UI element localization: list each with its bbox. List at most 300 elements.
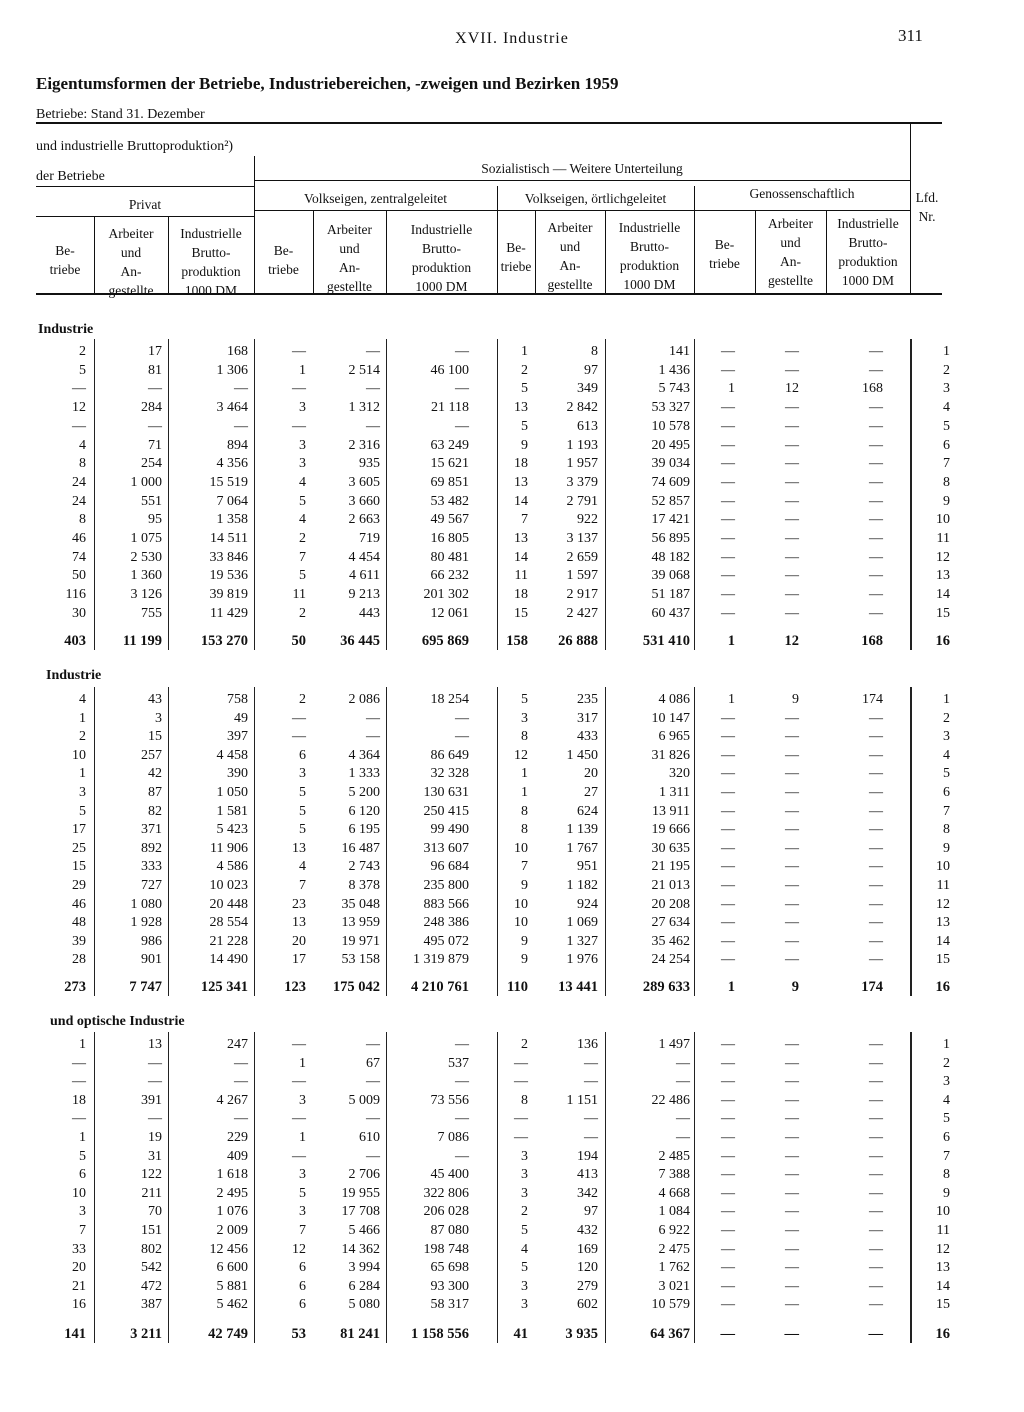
- cell-privat-betriebe: 141: [64, 1326, 86, 1342]
- cell-genossen-arbeiter: —: [785, 475, 799, 490]
- cell-oertlich-brutto: 7 388: [658, 1167, 690, 1182]
- cell-oertlich-arbeiter: 613: [577, 419, 598, 434]
- cell-zentral-brutto: 65 698: [430, 1260, 469, 1275]
- table-row: [0, 437, 1024, 455]
- cell-oertlich-betriebe: 15: [514, 606, 528, 621]
- cell-genossen-brutto: —: [869, 531, 883, 546]
- cell-privat-arbeiter: 254: [141, 456, 162, 471]
- cell-oertlich-brutto: —: [676, 1074, 690, 1089]
- cell-privat-betriebe: 10: [72, 748, 86, 763]
- cell-oertlich-arbeiter: 1 450: [566, 748, 598, 763]
- cell-genossen-betriebe: —: [721, 1186, 735, 1201]
- cell-privat-arbeiter: 387: [141, 1297, 162, 1312]
- cell-genossen-arbeiter: —: [785, 711, 799, 726]
- cell-privat-brutto: 894: [227, 438, 248, 453]
- cell-lfd-nr: 15: [936, 1297, 950, 1312]
- cell-privat-arbeiter: 472: [141, 1279, 162, 1294]
- cell-oertlich-brutto: 19 666: [651, 822, 690, 837]
- cell-privat-arbeiter: 31: [148, 1149, 162, 1164]
- cell-genossen-brutto: —: [869, 878, 883, 893]
- cell-zentral-betriebe: 1: [299, 1056, 306, 1071]
- cell-lfd-nr: 4: [943, 748, 950, 763]
- cell-zentral-betriebe: 5: [299, 822, 306, 837]
- cell-privat-arbeiter: 95: [148, 512, 162, 527]
- cell-oertlich-betriebe: 158: [506, 633, 528, 649]
- cell-zentral-arbeiter: 17 708: [341, 1204, 380, 1219]
- cell-privat-betriebe: 46: [72, 897, 86, 912]
- subtitle-betriebe: Betriebe: Stand 31. Dezember: [36, 107, 205, 122]
- cell-zentral-brutto: —: [455, 729, 469, 744]
- cell-privat-betriebe: 24: [72, 475, 86, 490]
- cell-lfd-nr: 7: [943, 1149, 950, 1164]
- cell-privat-arbeiter: 3 211: [130, 1326, 162, 1342]
- cell-lfd-nr: 5: [943, 1111, 950, 1126]
- cell-privat-brutto: 11 906: [210, 841, 248, 856]
- cell-oertlich-betriebe: 7: [521, 512, 528, 527]
- cell-zentral-betriebe: —: [292, 1149, 306, 1164]
- subtitle-der-betriebe: der Betriebe: [36, 169, 105, 184]
- cell-oertlich-arbeiter: 235: [577, 692, 598, 707]
- table-row: [0, 455, 1024, 473]
- cell-privat-arbeiter: —: [148, 1111, 162, 1126]
- cell-oertlich-betriebe: 8: [521, 804, 528, 819]
- cell-zentral-arbeiter: 935: [359, 456, 380, 471]
- cell-privat-betriebe: 273: [64, 979, 86, 995]
- cell-zentral-brutto: 32 328: [430, 766, 469, 781]
- header-label: gestellte: [768, 273, 813, 288]
- cell-oertlich-betriebe: 2: [521, 363, 528, 378]
- cell-lfd-nr: 2: [943, 1056, 950, 1071]
- header-label: gestellte: [547, 277, 593, 292]
- cell-oertlich-arbeiter: 2 842: [566, 400, 598, 415]
- cell-oertlich-betriebe: 13: [514, 475, 528, 490]
- cell-privat-betriebe: —: [72, 1074, 86, 1089]
- cell-oertlich-betriebe: 7: [521, 859, 528, 874]
- cell-oertlich-arbeiter: 2 791: [566, 494, 598, 509]
- cell-genossen-arbeiter: —: [785, 934, 799, 949]
- table-row: [0, 951, 1024, 969]
- cell-zentral-betriebe: 6: [299, 1279, 306, 1294]
- cell-lfd-nr: 16: [935, 1326, 950, 1342]
- cell-oertlich-brutto: 21 013: [651, 878, 690, 893]
- cell-oertlich-arbeiter: 136: [577, 1037, 598, 1052]
- cell-privat-arbeiter: 81: [148, 363, 162, 378]
- table-row: [0, 549, 1024, 567]
- table-row: [0, 1185, 1024, 1203]
- table-row: [0, 1278, 1024, 1296]
- cell-privat-arbeiter: 15: [148, 729, 162, 744]
- column-separator: [497, 339, 498, 650]
- cell-privat-betriebe: 1: [79, 766, 86, 781]
- cell-genossen-arbeiter: —: [785, 1297, 799, 1312]
- cell-privat-betriebe: 17: [72, 822, 86, 837]
- column-separator: [94, 1032, 95, 1343]
- cell-privat-brutto: 14 490: [209, 952, 248, 967]
- cell-lfd-nr: 4: [943, 400, 950, 415]
- cell-lfd-nr: 11: [936, 531, 950, 546]
- cell-lfd-nr: 8: [943, 475, 950, 490]
- cell-oertlich-brutto: 17 421: [651, 512, 690, 527]
- cell-genossen-betriebe: —: [721, 494, 735, 509]
- cell-zentral-brutto: 46 100: [430, 363, 469, 378]
- cell-privat-brutto: 5 423: [216, 822, 248, 837]
- cell-zentral-arbeiter: 19 955: [341, 1186, 380, 1201]
- cell-privat-brutto: 168: [227, 344, 248, 359]
- cell-genossen-betriebe: —: [721, 456, 735, 471]
- cell-oertlich-arbeiter: 432: [577, 1223, 598, 1238]
- cell-genossen-arbeiter: —: [785, 400, 799, 415]
- cell-oertlich-betriebe: 41: [513, 1326, 528, 1342]
- cell-privat-arbeiter: 71: [148, 438, 162, 453]
- cell-oertlich-betriebe: 3: [521, 1149, 528, 1164]
- header-label: Industrielle: [837, 216, 899, 231]
- cell-zentral-betriebe: 5: [299, 568, 306, 583]
- cell-privat-brutto: 5 462: [216, 1297, 248, 1312]
- cell-zentral-betriebe: 4: [299, 475, 306, 490]
- cell-zentral-brutto: 322 806: [423, 1186, 469, 1201]
- cell-genossen-brutto: —: [869, 1242, 883, 1257]
- cell-zentral-brutto: 537: [448, 1056, 469, 1071]
- cell-zentral-betriebe: 3: [299, 1093, 306, 1108]
- header-label: An-: [559, 258, 581, 273]
- cell-privat-brutto: 14 511: [210, 531, 248, 546]
- cell-oertlich-arbeiter: 1 193: [566, 438, 598, 453]
- cell-oertlich-betriebe: 9: [521, 878, 528, 893]
- cell-zentral-brutto: 206 028: [423, 1204, 469, 1219]
- table-row: [0, 1148, 1024, 1166]
- cell-oertlich-betriebe: 9: [521, 438, 528, 453]
- cell-genossen-betriebe: —: [721, 1111, 735, 1126]
- cell-oertlich-betriebe: —: [514, 1074, 528, 1089]
- cell-zentral-arbeiter: —: [366, 1149, 380, 1164]
- cell-oertlich-arbeiter: 8: [591, 344, 598, 359]
- column-separator: [910, 1032, 912, 1343]
- page-number: 311: [898, 26, 923, 45]
- cell-oertlich-betriebe: 2: [521, 1037, 528, 1052]
- cell-privat-brutto: 10 023: [209, 878, 248, 893]
- cell-zentral-arbeiter: 53 158: [341, 952, 380, 967]
- cell-genossen-arbeiter: —: [785, 1279, 799, 1294]
- cell-oertlich-betriebe: 13: [514, 400, 528, 415]
- cell-zentral-arbeiter: 16 487: [341, 841, 380, 856]
- cell-privat-betriebe: 7: [79, 1223, 86, 1238]
- cell-privat-brutto: 4 586: [216, 859, 248, 874]
- cell-oertlich-brutto: 53 327: [651, 400, 690, 415]
- column-separator: [168, 1032, 169, 1343]
- cell-zentral-brutto: 66 232: [430, 568, 469, 583]
- cell-genossen-arbeiter: —: [784, 1326, 799, 1342]
- cell-genossen-arbeiter: —: [785, 1186, 799, 1201]
- cell-oertlich-brutto: 39 068: [651, 568, 690, 583]
- cell-zentral-betriebe: 5: [299, 804, 306, 819]
- cell-privat-arbeiter: 284: [141, 400, 162, 415]
- cell-privat-betriebe: 39: [72, 934, 86, 949]
- cell-zentral-brutto: 7 086: [437, 1130, 469, 1145]
- column-separator: [605, 1032, 606, 1343]
- cell-lfd-nr: 3: [943, 381, 950, 396]
- cell-oertlich-arbeiter: 97: [584, 363, 598, 378]
- cell-privat-betriebe: 1: [79, 711, 86, 726]
- cell-privat-betriebe: 33: [72, 1242, 86, 1257]
- cell-genossen-brutto: —: [869, 766, 883, 781]
- cell-privat-brutto: 247: [227, 1037, 248, 1052]
- cell-lfd-nr: 1: [943, 692, 950, 707]
- header-lfd-nr: [910, 188, 944, 226]
- cell-genossen-brutto: —: [869, 494, 883, 509]
- cell-oertlich-betriebe: 8: [521, 1093, 528, 1108]
- table-total-row: [0, 978, 1024, 996]
- cell-oertlich-brutto: 10 147: [651, 711, 690, 726]
- cell-genossen-arbeiter: —: [785, 1260, 799, 1275]
- cell-privat-betriebe: —: [72, 1111, 86, 1126]
- cell-genossen-betriebe: —: [721, 1260, 735, 1275]
- cell-lfd-nr: 15: [936, 606, 950, 621]
- cell-privat-brutto: 7 064: [216, 494, 248, 509]
- column-separator: [694, 339, 695, 650]
- cell-oertlich-brutto: 2 475: [658, 1242, 690, 1257]
- cell-genossen-arbeiter: —: [785, 1037, 799, 1052]
- cell-zentral-brutto: —: [455, 344, 469, 359]
- top-rule: [36, 122, 942, 124]
- table-row: [0, 914, 1024, 932]
- cell-genossen-betriebe: —: [721, 878, 735, 893]
- cell-lfd-nr: 14: [936, 1279, 950, 1294]
- cell-oertlich-betriebe: 13: [514, 531, 528, 546]
- cell-oertlich-arbeiter: 3 935: [565, 1326, 598, 1342]
- cell-genossen-brutto: —: [869, 934, 883, 949]
- cell-privat-arbeiter: 391: [141, 1093, 162, 1108]
- cell-zentral-betriebe: 2: [299, 606, 306, 621]
- cell-lfd-nr: 3: [943, 1074, 950, 1089]
- cell-privat-arbeiter: 42: [148, 766, 162, 781]
- table-row: [0, 399, 1024, 417]
- cell-zentral-brutto: —: [455, 381, 469, 396]
- cell-lfd-nr: 12: [936, 550, 950, 565]
- cell-privat-brutto: 1 306: [216, 363, 248, 378]
- cell-genossen-arbeiter: 9: [791, 979, 799, 995]
- cell-oertlich-betriebe: 18: [514, 456, 528, 471]
- table-total-row: [0, 632, 1024, 650]
- cell-zentral-betriebe: 6: [299, 1260, 306, 1275]
- cell-privat-brutto: 12 456: [209, 1242, 248, 1257]
- cell-zentral-brutto: 63 249: [430, 438, 469, 453]
- cell-oertlich-arbeiter: —: [584, 1130, 598, 1145]
- cell-privat-betriebe: 5: [79, 363, 86, 378]
- table-row: [0, 691, 1024, 709]
- cell-privat-brutto: —: [234, 419, 248, 434]
- header-label: Be-: [55, 243, 75, 258]
- cell-oertlich-arbeiter: 1 767: [566, 841, 598, 856]
- cell-genossen-betriebe: —: [721, 804, 735, 819]
- cell-privat-arbeiter: 901: [141, 952, 162, 967]
- cell-genossen-arbeiter: —: [785, 1242, 799, 1257]
- cell-oertlich-arbeiter: 349: [577, 381, 598, 396]
- cell-oertlich-brutto: 56 895: [651, 531, 690, 546]
- cell-zentral-brutto: 12 061: [430, 606, 469, 621]
- cell-privat-betriebe: 30: [72, 606, 86, 621]
- cell-genossen-arbeiter: —: [785, 344, 799, 359]
- cell-lfd-nr: 1: [943, 1037, 950, 1052]
- cell-oertlich-betriebe: 3: [521, 711, 528, 726]
- cell-genossen-betriebe: —: [721, 1074, 735, 1089]
- cell-oertlich-arbeiter: 924: [577, 897, 598, 912]
- subtitle-bruttoproduktion: und industrielle Bruttoproduktion²): [36, 139, 234, 154]
- cell-oertlich-arbeiter: 20: [584, 766, 598, 781]
- cell-privat-arbeiter: 7 747: [129, 979, 162, 995]
- cell-oertlich-brutto: 4 668: [658, 1186, 690, 1201]
- header-label: Be-: [714, 237, 735, 252]
- table-row: [0, 821, 1024, 839]
- cell-privat-arbeiter: 211: [141, 1186, 162, 1201]
- cell-genossen-brutto: —: [869, 1149, 883, 1164]
- cell-genossen-arbeiter: —: [785, 531, 799, 546]
- cell-lfd-nr: 10: [936, 1204, 950, 1219]
- cell-genossen-arbeiter: 12: [785, 381, 799, 396]
- cell-privat-betriebe: —: [72, 419, 86, 434]
- column-separator: [386, 687, 387, 996]
- table-row: [0, 474, 1024, 492]
- cell-zentral-betriebe: 5: [299, 785, 306, 800]
- cell-lfd-nr: 12: [936, 1242, 950, 1257]
- cell-oertlich-arbeiter: 13 441: [558, 979, 598, 995]
- cell-genossen-betriebe: —: [721, 1223, 735, 1238]
- cell-oertlich-betriebe: 9: [521, 952, 528, 967]
- table-row: [0, 1092, 1024, 1110]
- cell-privat-brutto: 2 009: [216, 1223, 248, 1238]
- table-row: [0, 747, 1024, 765]
- cell-oertlich-arbeiter: 194: [577, 1149, 598, 1164]
- header-rule: [36, 186, 254, 187]
- header-label: triebe: [268, 262, 299, 277]
- header-label: und: [780, 235, 801, 250]
- header-label: 1000 DM: [623, 277, 676, 292]
- cell-privat-brutto: 1 076: [216, 1204, 248, 1219]
- table-row: [0, 896, 1024, 914]
- cell-oertlich-brutto: 30 635: [651, 841, 690, 856]
- cell-oertlich-betriebe: 5: [521, 692, 528, 707]
- cell-genossen-betriebe: —: [721, 400, 735, 415]
- cell-privat-betriebe: 24: [72, 494, 86, 509]
- cell-zentral-brutto: 87 080: [430, 1223, 469, 1238]
- table-row: [0, 343, 1024, 361]
- table-row: [0, 1110, 1024, 1128]
- header-label: und: [559, 239, 581, 254]
- cell-oertlich-brutto: 51 187: [651, 587, 690, 602]
- cell-genossen-brutto: 168: [861, 633, 883, 649]
- cell-oertlich-betriebe: 3: [521, 1279, 528, 1294]
- cell-lfd-nr: 6: [943, 1130, 950, 1145]
- header-label: Industrielle: [618, 220, 681, 235]
- cell-oertlich-brutto: 4 086: [658, 692, 690, 707]
- cell-lfd-nr: 8: [943, 822, 950, 837]
- cell-genossen-arbeiter: —: [785, 1204, 799, 1219]
- cell-privat-arbeiter: 755: [141, 606, 162, 621]
- cell-privat-arbeiter: 257: [141, 748, 162, 763]
- cell-oertlich-betriebe: 5: [521, 419, 528, 434]
- cell-privat-arbeiter: 727: [141, 878, 162, 893]
- cell-zentral-arbeiter: —: [366, 344, 380, 359]
- cell-genossen-brutto: —: [869, 785, 883, 800]
- cell-genossen-betriebe: —: [721, 729, 735, 744]
- table-title: Eigentumsformen der Betriebe, Industriebereichen, -zweigen und Bezirken 1959: [36, 74, 619, 93]
- cell-privat-brutto: 758: [227, 692, 248, 707]
- cell-privat-betriebe: —: [72, 381, 86, 396]
- header-label: Be-: [273, 243, 294, 258]
- cell-zentral-arbeiter: 1 312: [348, 400, 380, 415]
- header-label: Brutto-: [848, 235, 888, 250]
- section-title: und optische Industrie: [50, 1014, 185, 1029]
- cell-oertlich-brutto: 289 633: [642, 979, 690, 995]
- table-row: [0, 418, 1024, 436]
- cell-oertlich-arbeiter: 2 659: [566, 550, 598, 565]
- cell-privat-betriebe: 29: [72, 878, 86, 893]
- cell-oertlich-brutto: —: [676, 1130, 690, 1145]
- cell-genossen-arbeiter: —: [785, 550, 799, 565]
- cell-privat-arbeiter: 892: [141, 841, 162, 856]
- table-row: [0, 1129, 1024, 1147]
- cell-privat-brutto: 11 429: [210, 606, 248, 621]
- cell-genossen-arbeiter: —: [785, 1074, 799, 1089]
- column-separator: [94, 339, 95, 650]
- cell-privat-arbeiter: 333: [141, 859, 162, 874]
- cell-genossen-brutto: —: [869, 344, 883, 359]
- cell-genossen-arbeiter: —: [785, 1111, 799, 1126]
- cell-privat-brutto: 6 600: [216, 1260, 248, 1275]
- cell-privat-arbeiter: 2 530: [130, 550, 162, 565]
- cell-genossen-betriebe: 1: [728, 692, 735, 707]
- cell-genossen-brutto: —: [869, 400, 883, 415]
- cell-genossen-arbeiter: —: [785, 1149, 799, 1164]
- cell-zentral-arbeiter: 36 445: [340, 633, 380, 649]
- cell-privat-arbeiter: 43: [148, 692, 162, 707]
- table-row: [0, 1036, 1024, 1054]
- cell-genossen-arbeiter: —: [785, 878, 799, 893]
- cell-oertlich-brutto: 64 367: [650, 1326, 690, 1342]
- cell-privat-betriebe: 116: [65, 587, 86, 602]
- cell-lfd-nr: 5: [943, 766, 950, 781]
- cell-genossen-brutto: —: [869, 804, 883, 819]
- cell-zentral-arbeiter: 35 048: [341, 897, 380, 912]
- cell-oertlich-brutto: 21 195: [651, 859, 690, 874]
- cell-genossen-betriebe: —: [721, 1037, 735, 1052]
- cell-zentral-arbeiter: 81 241: [340, 1326, 380, 1342]
- column-separator: [386, 339, 387, 650]
- cell-privat-betriebe: 46: [72, 531, 86, 546]
- cell-genossen-brutto: —: [868, 1326, 883, 1342]
- cell-privat-arbeiter: —: [148, 1056, 162, 1071]
- cell-oertlich-betriebe: 8: [521, 729, 528, 744]
- cell-zentral-betriebe: 13: [292, 915, 306, 930]
- cell-privat-arbeiter: 70: [148, 1204, 162, 1219]
- cell-privat-betriebe: 8: [79, 456, 86, 471]
- header-lfd: Lfd.: [915, 190, 939, 205]
- header-rule: [254, 210, 910, 211]
- cell-zentral-brutto: —: [455, 1149, 469, 1164]
- cell-genossen-betriebe: —: [721, 1056, 735, 1071]
- cell-privat-brutto: 1 618: [216, 1167, 248, 1182]
- cell-oertlich-arbeiter: 2 917: [566, 587, 598, 602]
- table-row: [0, 765, 1024, 783]
- cell-oertlich-arbeiter: 1 957: [566, 456, 598, 471]
- cell-genossen-betriebe: —: [721, 897, 735, 912]
- header-label: 1000 DM: [415, 279, 468, 294]
- header-betriebe-genossen: [694, 235, 755, 273]
- header-rule: [36, 216, 254, 217]
- cell-genossen-betriebe: —: [721, 531, 735, 546]
- header-label: Arbeiter: [327, 222, 372, 237]
- cell-zentral-arbeiter: 719: [359, 531, 380, 546]
- cell-oertlich-arbeiter: 922: [577, 512, 598, 527]
